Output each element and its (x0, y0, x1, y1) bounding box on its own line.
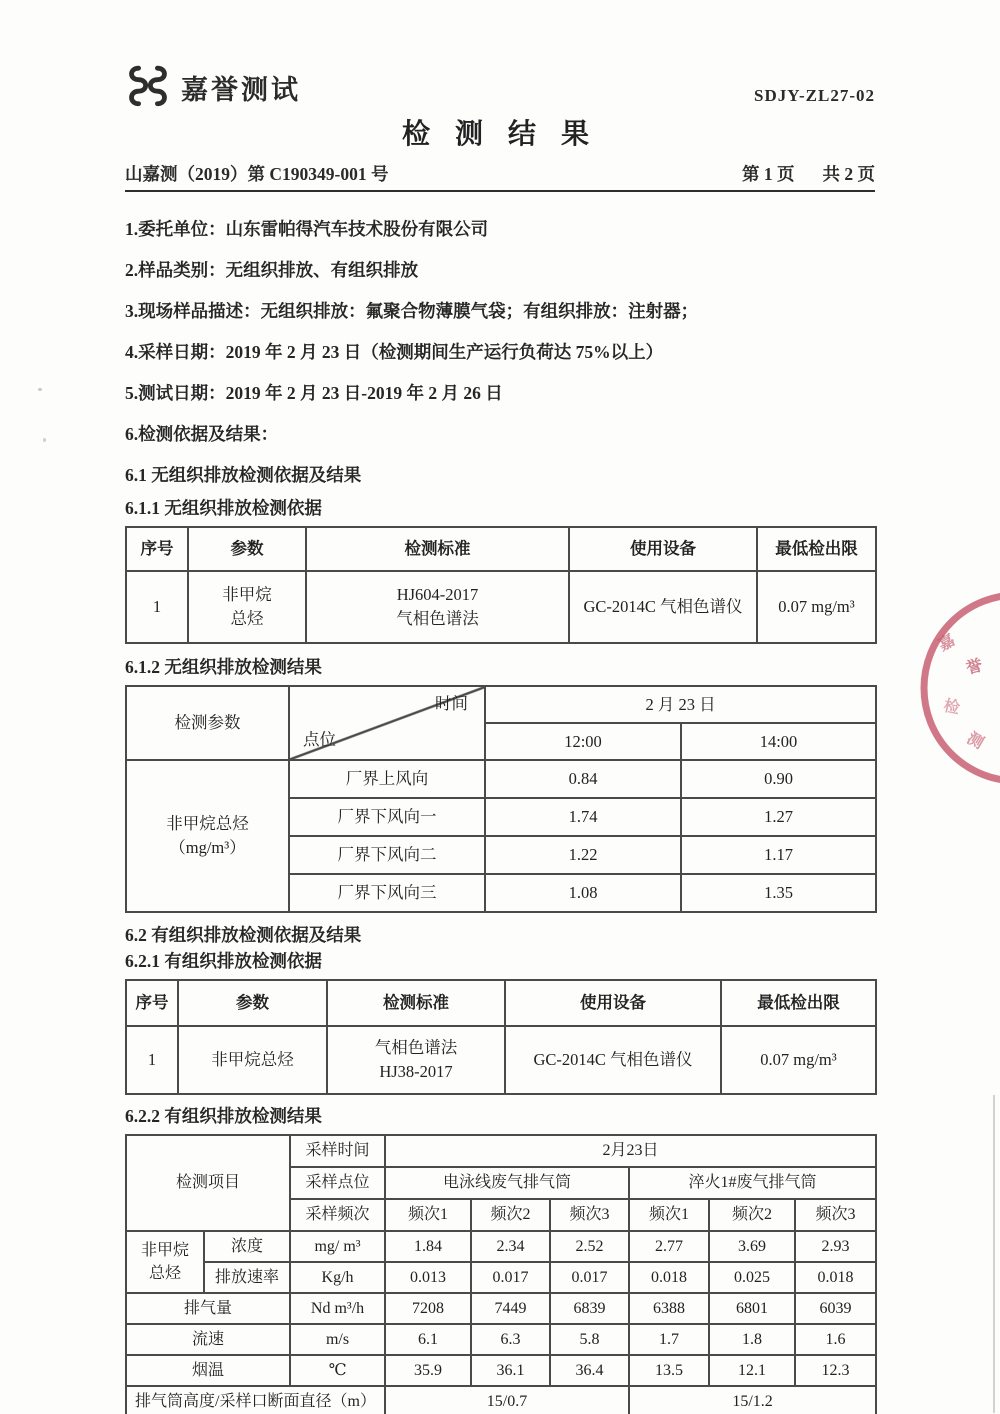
cell-unit: Nd m³/h (290, 1293, 385, 1324)
col-header-date: 2 月 23 日 (485, 686, 876, 723)
col-header-freq: 频次2 (471, 1199, 550, 1231)
table-row-concentration (126, 1231, 876, 1262)
table-row-rate (126, 1262, 876, 1293)
scan-speck (38, 388, 42, 391)
cell-parameter: 非甲烷 总烃 (188, 571, 306, 643)
cell-value: 1.7 (629, 1324, 709, 1355)
cell-value: 2.34 (471, 1231, 550, 1262)
stamp-character: 检 (941, 697, 962, 718)
cell-point: 厂界下风向一 (289, 798, 485, 836)
red-stamp (904, 582, 1000, 794)
cell-unit: ℃ (290, 1355, 385, 1386)
table-row-velocity (126, 1324, 876, 1355)
col-header-stack-2: 淬火1#废气排气筒 (629, 1167, 876, 1199)
cell-detection-limit: 0.07 mg/m³ (757, 571, 876, 643)
stamp-character: 誉 (964, 657, 985, 678)
cell-row-label: 流速 (126, 1324, 290, 1355)
item-sampling-date: 4.采样日期：2019 年 2 月 23 日（检测期间生产运行负荷达 75%以上） (125, 342, 664, 362)
page-indicator (742, 161, 875, 186)
col-header-detection-limit: 最低检出限 (757, 527, 876, 571)
stamp-character: 嘉 (935, 632, 959, 655)
company-logo-icon (125, 64, 171, 110)
table-row-temperature (126, 1355, 876, 1386)
report-number-row (125, 161, 875, 192)
table-organized-basis (125, 979, 877, 1095)
cell-detection-limit: 0.07 mg/m³ (721, 1026, 876, 1094)
table-header-row (126, 980, 876, 1026)
col-header-stack-1: 电泳线废气排气筒 (385, 1167, 629, 1199)
cell-unit: mg/ m³ (290, 1231, 385, 1262)
cell-value: 2.77 (629, 1231, 709, 1262)
cell-parameter-group: 非甲烷总烃 （mg/m³） (126, 760, 289, 912)
col-header-equipment: 使用设备 (569, 527, 757, 571)
cell-value: 0.013 (385, 1262, 471, 1293)
cell-row-label: 烟温 (126, 1355, 290, 1386)
table-header-row (126, 686, 876, 723)
cell-standard: 气相色谱法 HJ38-2017 (327, 1026, 505, 1094)
cell-value: 5.8 (550, 1324, 629, 1355)
page-total: 共 2 页 (822, 164, 875, 184)
stamp-character: 测 (963, 729, 987, 753)
cell-value: 1.84 (385, 1231, 471, 1262)
cell-equipment: GC-2014C 气相色谱仪 (505, 1026, 721, 1094)
diagonal-header-cell (289, 686, 485, 760)
col-header-parameter: 检测参数 (126, 686, 289, 760)
document-code: SDJY-ZL27-02 (754, 86, 875, 105)
col-header-freq: 频次3 (795, 1199, 876, 1231)
red-stamp-ring-icon (904, 582, 1000, 794)
cell-standard: HJ604-2017 气相色谱法 (306, 571, 569, 643)
cell-point: 厂界下风向三 (289, 874, 485, 912)
cell-value: 0.018 (629, 1262, 709, 1293)
scan-edge-line (993, 1095, 995, 1413)
cell-parameter-group: 非甲烷 总烃 (126, 1231, 204, 1293)
cell-equipment: GC-2014C 气相色谱仪 (569, 571, 757, 643)
col-header-time-1400: 14:00 (681, 723, 876, 760)
cell-value: 1.17 (681, 836, 876, 874)
table-unorganized-basis (125, 526, 877, 644)
table-header-row (126, 1135, 876, 1167)
cell-row-label: 排气筒高度/采样口断面直径（m） (126, 1386, 385, 1414)
section-6-2-2-heading: 6.2.2 有组织排放检测结果 (125, 1106, 322, 1126)
cell-value: 0.018 (795, 1262, 876, 1293)
table-row-flow (126, 1293, 876, 1324)
cell-value: 6.1 (385, 1324, 471, 1355)
item-basis-results: 6.检测依据及结果： (125, 424, 279, 444)
col-header-freq: 频次2 (709, 1199, 795, 1231)
table-row (126, 1026, 876, 1094)
col-header-sample-point: 采样点位 (290, 1167, 385, 1199)
cell-row-label: 排放速率 (204, 1262, 290, 1293)
report-info-list (125, 219, 875, 445)
cell-unit: m/s (290, 1324, 385, 1355)
cell-value: 1.8 (709, 1324, 795, 1355)
col-header-no: 序号 (126, 527, 188, 571)
cell-value: 7208 (385, 1293, 471, 1324)
col-header-sample-freq: 采样频次 (290, 1199, 385, 1231)
col-header-freq: 频次1 (629, 1199, 709, 1231)
cell-value: 7449 (471, 1293, 550, 1324)
cell-value: 2.93 (795, 1231, 876, 1262)
cell-value: 1.74 (485, 798, 681, 836)
cell-row-label: 排气量 (126, 1293, 290, 1324)
cell-value: 6039 (795, 1293, 876, 1324)
col-header-equipment: 使用设备 (505, 980, 721, 1026)
col-header-sample-time: 采样时间 (290, 1135, 385, 1167)
company-name: 嘉誉测试 (181, 74, 301, 105)
cell-value: 12.1 (709, 1355, 795, 1386)
col-header-parameter: 参数 (178, 980, 327, 1026)
table-header-row (126, 527, 876, 571)
cell-parameter: 非甲烷总烃 (178, 1026, 327, 1094)
col-header-time-1200: 12:00 (485, 723, 681, 760)
page-number: 第 1 页 (742, 164, 795, 184)
cell-value: 6839 (550, 1293, 629, 1324)
item-sample-description: 3.现场样品描述：无组织排放：氟聚合物薄膜气袋；有组织排放：注射器； (125, 301, 699, 321)
page-title: 检 测 结 果 (401, 119, 598, 150)
cell-value: 15/0.7 (385, 1386, 629, 1414)
item-client: 1.委托单位：山东雷帕得汽车技术股份有限公司 (125, 219, 489, 239)
cell-value: 12.3 (795, 1355, 876, 1386)
table-row-stack-dimensions (126, 1386, 876, 1414)
cell-value: 0.025 (709, 1262, 795, 1293)
cell-value: 6.3 (471, 1324, 550, 1355)
table-organized-results (125, 1134, 877, 1414)
table-row (126, 571, 876, 643)
cell-value: 1.22 (485, 836, 681, 874)
cell-value: 0.84 (485, 760, 681, 798)
cell-value: 1.35 (681, 874, 876, 912)
cell-point: 厂界下风向二 (289, 836, 485, 874)
col-header-standard: 检测标准 (327, 980, 505, 1026)
cell-value: 1.27 (681, 798, 876, 836)
cell-row-label: 浓度 (204, 1231, 290, 1262)
cell-value: 1.6 (795, 1324, 876, 1355)
cell-value: 36.1 (471, 1355, 550, 1386)
col-header-no: 序号 (126, 980, 178, 1026)
col-header-date: 2月23日 (385, 1135, 876, 1167)
col-header-freq: 频次3 (550, 1199, 629, 1231)
col-header-item: 检测项目 (126, 1135, 290, 1231)
cell-value: 13.5 (629, 1355, 709, 1386)
cell-value: 1.08 (485, 874, 681, 912)
cell-value: 6388 (629, 1293, 709, 1324)
table-unorganized-results (125, 685, 877, 913)
item-sample-type: 2.样品类别：无组织排放、有组织排放 (125, 260, 419, 280)
scan-speck (43, 438, 46, 442)
company-logo (125, 64, 301, 110)
cell-unit: Kg/h (290, 1262, 385, 1293)
cell-value: 35.9 (385, 1355, 471, 1386)
section-6-1-1-heading: 6.1.1 无组织排放检测依据 (125, 498, 322, 518)
diagonal-label-point: 点位 (303, 730, 336, 750)
cell-value: 0.017 (471, 1262, 550, 1293)
cell-value: 0.017 (550, 1262, 629, 1293)
report-number: 山嘉测（2019）第 C190349-001 号 (125, 164, 389, 184)
col-header-freq: 频次1 (385, 1199, 471, 1231)
cell-point: 厂界上风向 (289, 760, 485, 798)
cell-value: 2.52 (550, 1231, 629, 1262)
cell-value: 36.4 (550, 1355, 629, 1386)
cell-value: 0.90 (681, 760, 876, 798)
page-header (125, 0, 875, 110)
section-6-2-heading: 6.2 有组织排放检测依据及结果 (125, 925, 362, 945)
cell-value: 15/1.2 (629, 1386, 876, 1414)
cell-value: 3.69 (709, 1231, 795, 1262)
cell-no: 1 (126, 571, 188, 643)
cell-no: 1 (126, 1026, 178, 1094)
section-6-1-heading: 6.1 无组织排放检测依据及结果 (125, 465, 362, 485)
col-header-standard: 检测标准 (306, 527, 569, 571)
cell-value: 6801 (709, 1293, 795, 1324)
table-row (126, 760, 876, 798)
diagonal-label-time: 时间 (435, 694, 468, 713)
item-test-date: 5.测试日期：2019 年 2 月 23 日-2019 年 2 月 26 日 (125, 383, 503, 403)
col-header-parameter: 参数 (188, 527, 306, 571)
section-6-2-1-heading: 6.2.1 有组织排放检测依据 (125, 951, 322, 971)
section-6-1-2-heading: 6.1.2 无组织排放检测结果 (125, 657, 322, 677)
col-header-detection-limit: 最低检出限 (721, 980, 876, 1026)
